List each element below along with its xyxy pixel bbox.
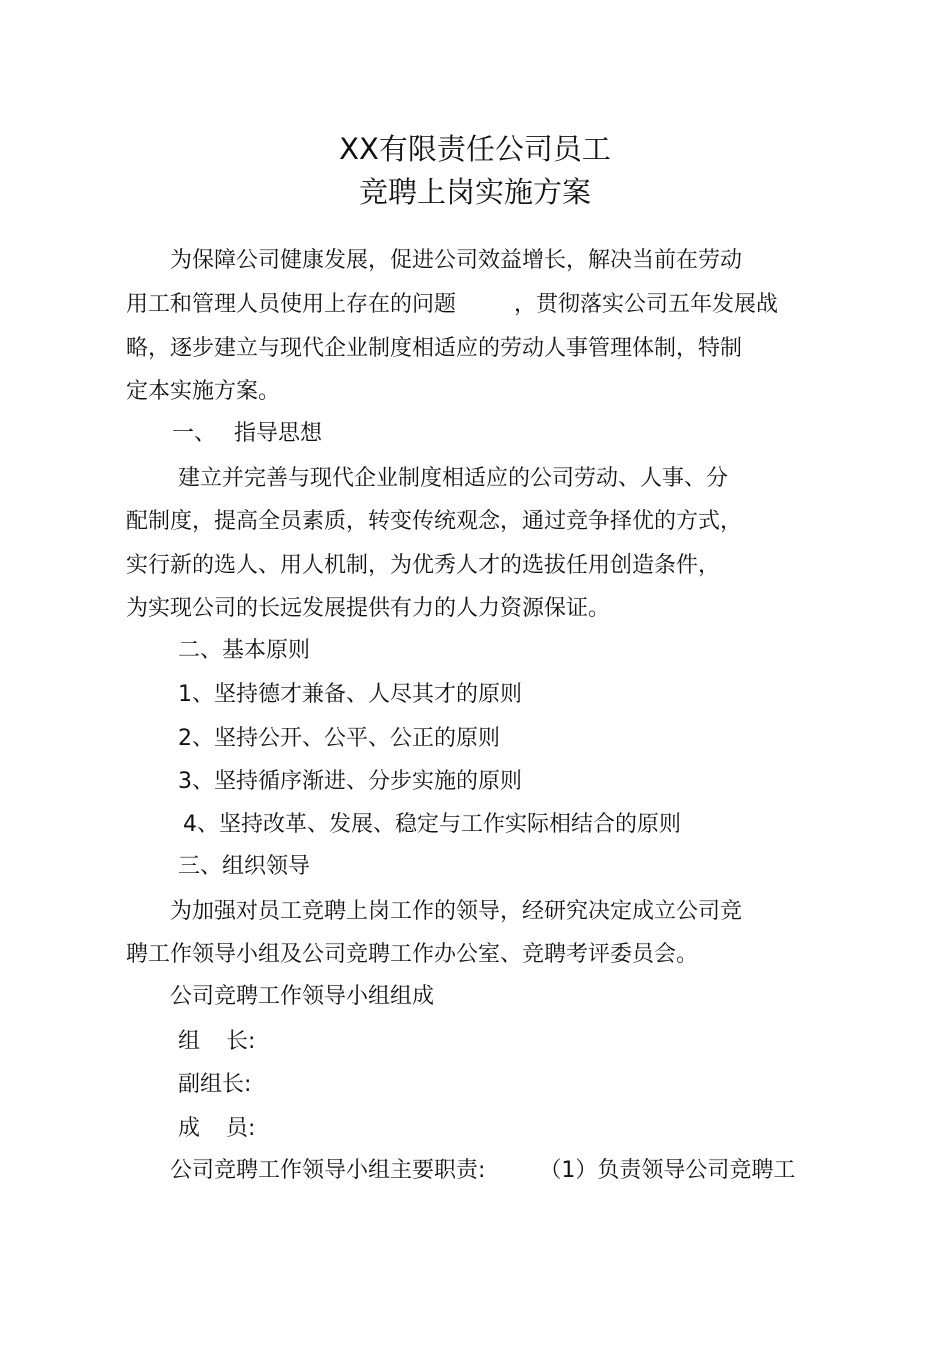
principle-item-4: 4、坚持改革、发展、稳定与工作实际相结合的原则 — [183, 812, 681, 837]
document-title-line-2: 竞聘上岗实施方案 — [358, 175, 591, 209]
intro-line-1: 为保障公司健康发展，促进公司效益增长，解决当前在劳动 — [170, 248, 743, 273]
section-1-line-2: 配制度，提高全员素质，转变传统观念，通过竞争择优的方式， — [126, 509, 743, 534]
group-duties-label: 公司竞聘工作领导小组主要职责: — [170, 1158, 486, 1183]
group-leader-label: 组 长: — [178, 1029, 256, 1054]
section-1-line-1: 建立并完善与现代企业制度相适应的公司劳动、人事、分 — [178, 466, 729, 491]
section-3-heading: 三、组织领导 — [178, 854, 311, 879]
intro-line-4: 定本实施方案。 — [126, 379, 281, 404]
section-1-number: 一、 — [172, 421, 217, 446]
group-duties-item-1: （1）负责领导公司竞聘工 — [539, 1158, 796, 1183]
document-title-line-1: XX有限责任公司员工 — [339, 132, 611, 166]
group-duties-line — [170, 1156, 795, 1186]
section-1-line-4: 为实现公司的长远发展提供有力的人力资源保证。 — [126, 596, 611, 621]
section-1-title: 指导思想 — [234, 421, 323, 446]
section-3-line-1: 为加强对员工竞聘上岗工作的领导，经研究决定成立公司竞 — [170, 899, 743, 924]
principle-item-1: 1、坚持德才兼备、人尽其才的原则 — [178, 682, 522, 707]
section-1-heading — [172, 419, 322, 449]
section-1-line-3: 实行新的选人、用人机制，为优秀人才的选拔任用创造条件， — [126, 553, 721, 578]
intro-line-2-part-a: 用工和管理人员使用上存在的问题 — [126, 292, 457, 317]
group-member-label: 成 员: — [178, 1116, 256, 1141]
section-2-heading: 二、基本原则 — [178, 638, 311, 663]
intro-line-2 — [126, 290, 778, 320]
principle-item-3: 3、坚持循序渐进、分步实施的原则 — [178, 769, 522, 794]
section-3-line-2: 聘工作领导小组及公司竞聘工作办公室、竞聘考评委员会。 — [126, 942, 699, 967]
principle-item-2: 2、坚持公开、公平、公正的原则 — [178, 726, 500, 751]
intro-line-2-part-b: ，贯彻落实公司五年发展战 — [514, 292, 779, 317]
intro-line-3: 略，逐步建立与现代企业制度相适应的劳动人事管理体制，特制 — [126, 336, 743, 361]
group-title: 公司竞聘工作领导小组组成 — [170, 984, 435, 1009]
group-deputy-label: 副组长: — [178, 1072, 252, 1097]
